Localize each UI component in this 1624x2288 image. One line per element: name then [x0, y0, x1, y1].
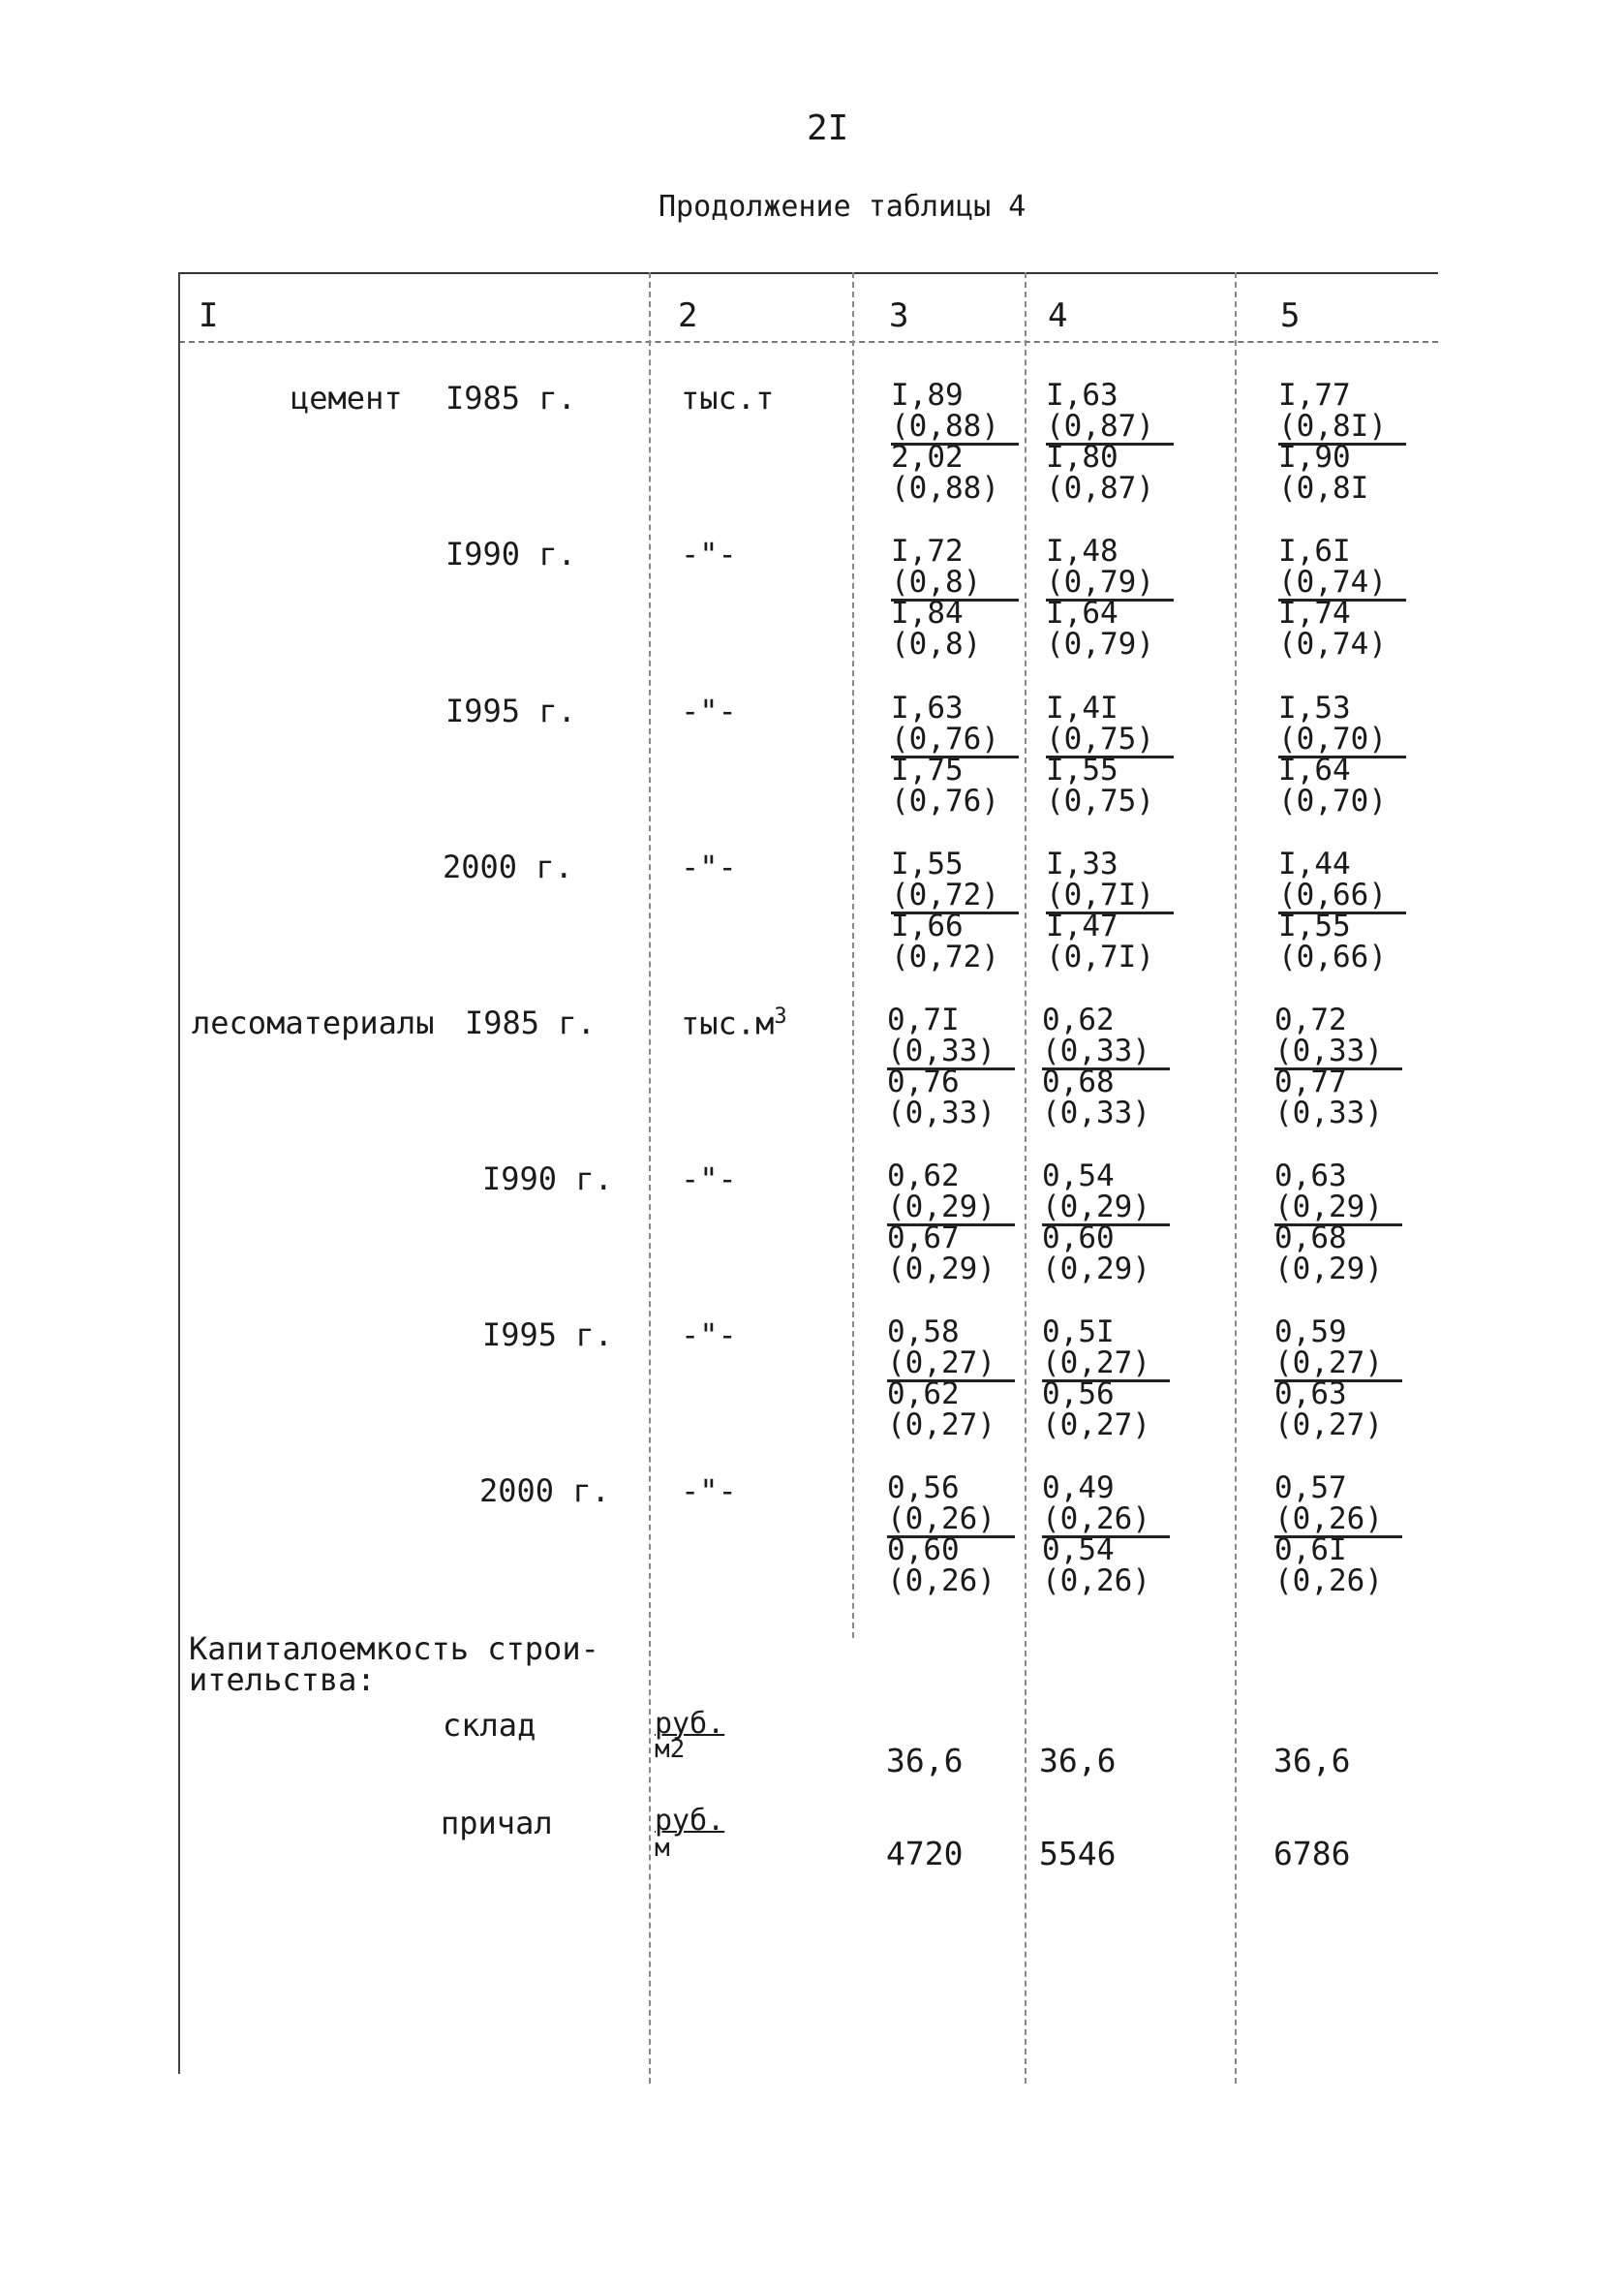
timber-1995-col5: 0,59 (0,27) 0,63 (0,27) — [1274, 1316, 1420, 1440]
cement-unit: -"- — [681, 693, 737, 729]
header-col-2: 2 — [678, 296, 698, 335]
cement-1985-col3: I,89 (0,88) 2,02 (0,88) — [891, 380, 1036, 504]
cement-1995-col4: I,4I (0,75) I,55 (0,75) — [1046, 693, 1191, 817]
timber-1995-col3: 0,58 (0,27) 0,62 (0,27) — [887, 1316, 1032, 1440]
berth-col4: 5546 — [1039, 1835, 1117, 1872]
timber-2000-col3: 0,56 (0,26) 0,60 (0,26) — [887, 1472, 1032, 1596]
cement-2000-col3: I,55 (0,72) I,66 (0,72) — [891, 849, 1036, 973]
warehouse-col4: 36,6 — [1039, 1742, 1117, 1779]
warehouse-col3: 36,6 — [886, 1742, 964, 1779]
cement-unit: -"- — [681, 849, 737, 885]
cement-label: цемент — [291, 380, 403, 417]
cement-year: I990 г. — [445, 536, 576, 572]
timber-unit: -"- — [681, 1160, 737, 1197]
capital-heading: Капиталоемкость строи- — [189, 1630, 599, 1667]
page-number: 2I — [807, 108, 849, 148]
cement-2000-col4: I,33 (0,7I) I,47 (0,7I) — [1046, 849, 1191, 973]
col-divider-4 — [1235, 272, 1237, 2084]
timber-2000-col5: 0,57 (0,26) 0,6I (0,26) — [1274, 1472, 1420, 1596]
cement-1990-col4: I,48 (0,79) I,64 (0,79) — [1046, 536, 1191, 660]
timber-1985-col4: 0,62 (0,33) 0,68 (0,33) — [1042, 1005, 1187, 1129]
cement-1990-col3: I,72 (0,8) I,84 (0,8) — [891, 536, 1036, 660]
timber-1990-col4: 0,54 (0,29) 0,60 (0,29) — [1042, 1160, 1187, 1284]
timber-1990-col5: 0,63 (0,29) 0,68 (0,29) — [1274, 1160, 1420, 1284]
header-col-3: 3 — [889, 296, 909, 335]
timber-1995-col4: 0,5I (0,27) 0,56 (0,27) — [1042, 1316, 1187, 1440]
timber-year: I995 г. — [482, 1316, 613, 1353]
berth-unit-den: м — [655, 1834, 670, 1863]
table-caption: Продолжение таблицы 4 — [659, 190, 1026, 224]
cement-1990-col5: I,6I (0,74) I,74 (0,74) — [1278, 536, 1424, 660]
header-col-4: 4 — [1048, 296, 1068, 335]
warehouse-label: склад — [443, 1707, 536, 1744]
warehouse-unit-den: м2 — [655, 1735, 686, 1764]
warehouse-unit-num: руб. — [655, 1707, 725, 1741]
cement-1995-col5: I,53 (0,70) I,64 (0,70) — [1278, 693, 1424, 817]
header-col-5: 5 — [1280, 296, 1301, 335]
col-divider-2 — [852, 272, 854, 1638]
berth-label: причал — [441, 1805, 553, 1841]
capital-heading-cont: ительства: — [189, 1661, 376, 1698]
berth-col5: 6786 — [1273, 1835, 1351, 1872]
table-top-rule — [179, 272, 1438, 274]
col-divider-1 — [649, 272, 651, 2084]
berth-col3: 4720 — [886, 1835, 964, 1872]
cement-1995-col3: I,63 (0,76) I,75 (0,76) — [891, 693, 1036, 817]
cement-year: I995 г. — [445, 693, 576, 729]
timber-label: лесоматериалы — [192, 1005, 435, 1041]
cement-year: I985 г. — [445, 380, 576, 417]
timber-year: I990 г. — [482, 1160, 613, 1197]
timber-unit: -"- — [681, 1472, 737, 1509]
cement-2000-col5: I,44 (0,66) I,55 (0,66) — [1278, 849, 1424, 973]
warehouse-col5: 36,6 — [1273, 1742, 1351, 1779]
timber-unit: $тыс.м^3$ — [681, 1005, 787, 1042]
cement-unit: -"- — [681, 536, 737, 572]
timber-unit: -"- — [681, 1316, 737, 1353]
berth-unit-num: руб. — [655, 1804, 725, 1838]
cement-1985-col5: I,77 (0,8I) I,90 (0,8I — [1278, 380, 1424, 504]
header-col-1: I — [199, 296, 219, 335]
timber-1985-col3: 0,7I (0,33) 0,76 (0,33) — [887, 1005, 1032, 1129]
cement-year: 2000 г. — [443, 849, 573, 885]
timber-year: I985 г. — [465, 1005, 596, 1041]
table-left-border — [178, 272, 180, 2074]
cement-unit: тыс.т — [681, 380, 775, 417]
timber-1985-col5: 0,72 (0,33) 0,77 (0,33) — [1274, 1005, 1420, 1129]
header-rule — [179, 341, 1438, 343]
timber-2000-col4: 0,49 (0,26) 0,54 (0,26) — [1042, 1472, 1187, 1596]
timber-year: 2000 г. — [479, 1472, 610, 1509]
timber-1990-col3: 0,62 (0,29) 0,67 (0,29) — [887, 1160, 1032, 1284]
cement-1985-col4: I,63 (0,87) I,80 (0,87) — [1046, 380, 1191, 504]
